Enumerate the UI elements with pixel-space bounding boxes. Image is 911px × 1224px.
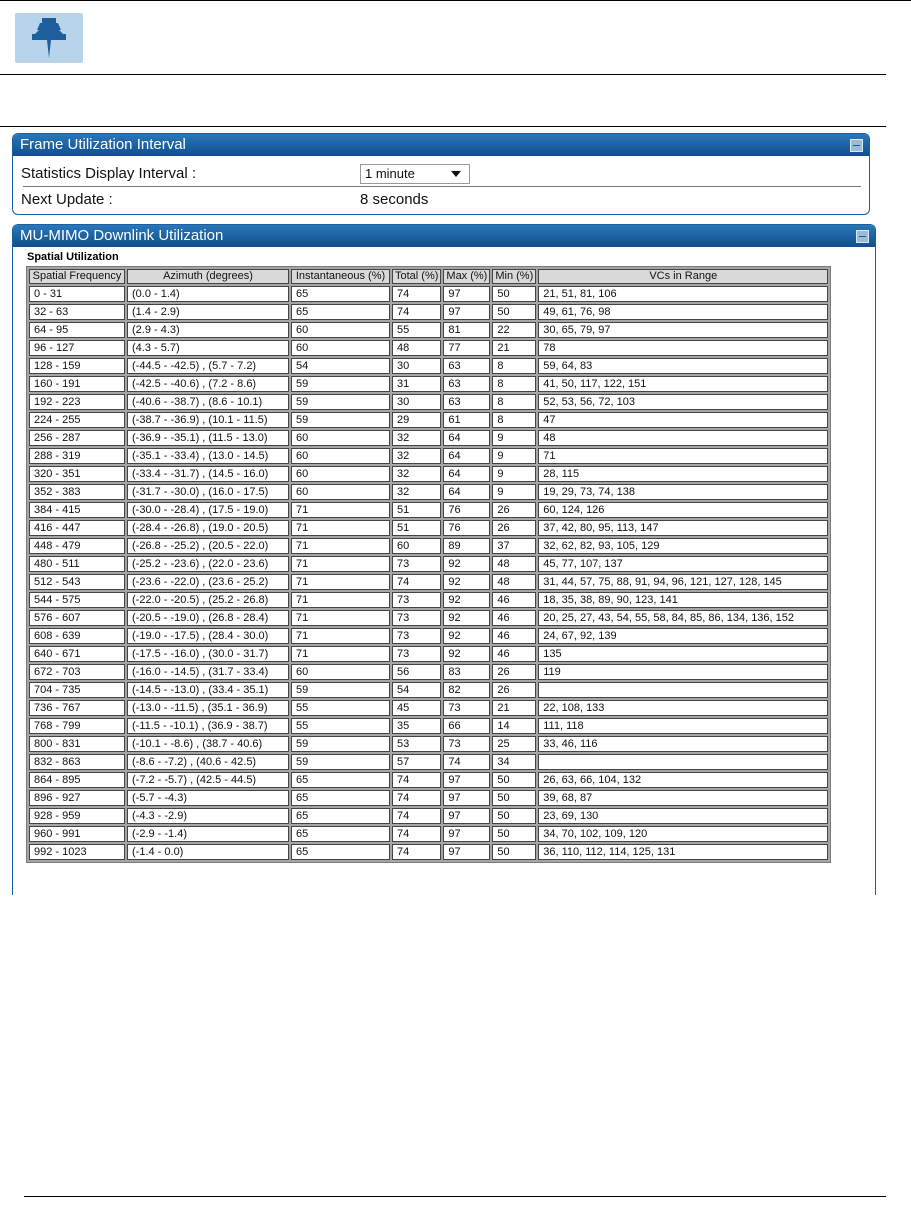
- min-cell: 9: [492, 466, 536, 482]
- azimuth-cell: (-4.3 - -2.9): [127, 808, 289, 824]
- instantaneous-cell: 59: [291, 682, 390, 698]
- azimuth-cell: (-44.5 - -42.5) , (5.7 - 7.2): [127, 358, 289, 374]
- azimuth-cell: (-7.2 - -5.7) , (42.5 - 44.5): [127, 772, 289, 788]
- spatial-frequency-cell: 128 - 159: [29, 358, 125, 374]
- table-row: [29, 556, 828, 572]
- chevron-down-icon: [451, 171, 461, 177]
- column-header: VCs in Range: [538, 269, 828, 284]
- column-header: Spatial Frequency: [29, 269, 125, 284]
- table-row: [29, 340, 828, 356]
- collapse-icon[interactable]: [856, 230, 869, 243]
- max-cell: 92: [443, 592, 490, 608]
- azimuth-cell: (2.9 - 4.3): [127, 322, 289, 338]
- vcs-in-range-cell: 21, 51, 81, 106: [538, 286, 828, 302]
- total-cell: 29: [392, 412, 441, 428]
- spatial-frequency-cell: 608 - 639: [29, 628, 125, 644]
- frame-utilization-panel: [12, 133, 870, 215]
- max-cell: 97: [443, 772, 490, 788]
- spatial-frequency-cell: 384 - 415: [29, 502, 125, 518]
- vcs-in-range-cell: 37, 42, 80, 95, 113, 147: [538, 520, 828, 536]
- spatial-frequency-cell: 352 - 383: [29, 484, 125, 500]
- azimuth-cell: (-16.0 - -14.5) , (31.7 - 33.4): [127, 664, 289, 680]
- mumimo-utilization-panel: [12, 224, 876, 895]
- spatial-frequency-cell: 32 - 63: [29, 304, 125, 320]
- azimuth-cell: (-25.2 - -23.6) , (22.0 - 23.6): [127, 556, 289, 572]
- min-cell: 26: [492, 502, 536, 518]
- instantaneous-cell: 60: [291, 466, 390, 482]
- pushpin-icon: [29, 16, 69, 60]
- instantaneous-cell: 54: [291, 358, 390, 374]
- vcs-in-range-cell: 31, 44, 57, 75, 88, 91, 94, 96, 121, 127, 128, 145: [538, 574, 828, 590]
- interval-row: [21, 162, 861, 185]
- total-cell: 73: [392, 628, 441, 644]
- min-cell: 48: [492, 556, 536, 572]
- spatial-frequency-cell: 160 - 191: [29, 376, 125, 392]
- vcs-in-range-cell: 28, 115: [538, 466, 828, 482]
- spatial-frequency-cell: 320 - 351: [29, 466, 125, 482]
- azimuth-cell: (-40.6 - -38.7) , (8.6 - 10.1): [127, 394, 289, 410]
- azimuth-cell: (-5.7 - -4.3): [127, 790, 289, 806]
- next-update-value: 8 seconds: [360, 191, 429, 208]
- total-cell: 73: [392, 646, 441, 662]
- min-cell: 50: [492, 844, 536, 860]
- instantaneous-cell: 59: [291, 376, 390, 392]
- min-cell: 8: [492, 358, 536, 374]
- max-cell: 82: [443, 682, 490, 698]
- azimuth-cell: (-35.1 - -33.4) , (13.0 - 14.5): [127, 448, 289, 464]
- max-cell: 92: [443, 610, 490, 626]
- spatial-frequency-cell: 448 - 479: [29, 538, 125, 554]
- total-cell: 35: [392, 718, 441, 734]
- instantaneous-cell: 65: [291, 286, 390, 302]
- max-cell: 64: [443, 466, 490, 482]
- min-cell: 46: [492, 646, 536, 662]
- azimuth-cell: (-23.6 - -22.0) , (23.6 - 25.2): [127, 574, 289, 590]
- min-cell: 50: [492, 790, 536, 806]
- spatial-frequency-cell: 800 - 831: [29, 736, 125, 752]
- instantaneous-cell: 60: [291, 340, 390, 356]
- max-cell: 92: [443, 646, 490, 662]
- total-cell: 74: [392, 826, 441, 842]
- total-cell: 55: [392, 322, 441, 338]
- instantaneous-cell: 55: [291, 700, 390, 716]
- min-cell: 50: [492, 826, 536, 842]
- azimuth-cell: (-14.5 - -13.0) , (33.4 - 35.1): [127, 682, 289, 698]
- azimuth-cell: (-11.5 - -10.1) , (36.9 - 38.7): [127, 718, 289, 734]
- table-row: [29, 682, 828, 698]
- table-row: [29, 322, 828, 338]
- spatial-frequency-cell: 288 - 319: [29, 448, 125, 464]
- min-cell: 26: [492, 682, 536, 698]
- max-cell: 92: [443, 628, 490, 644]
- min-cell: 9: [492, 430, 536, 446]
- instantaneous-cell: 60: [291, 484, 390, 500]
- instantaneous-cell: 60: [291, 430, 390, 446]
- azimuth-cell: (-42.5 - -40.6) , (7.2 - 8.6): [127, 376, 289, 392]
- interval-select[interactable]: [360, 164, 470, 184]
- instantaneous-cell: 59: [291, 754, 390, 770]
- table-row: [29, 718, 828, 734]
- min-cell: 48: [492, 574, 536, 590]
- total-cell: 73: [392, 556, 441, 572]
- spatial-frequency-cell: 832 - 863: [29, 754, 125, 770]
- vcs-in-range-cell: [538, 754, 828, 770]
- azimuth-cell: (-28.4 - -26.8) , (19.0 - 20.5): [127, 520, 289, 536]
- total-cell: 56: [392, 664, 441, 680]
- min-cell: 9: [492, 484, 536, 500]
- vcs-in-range-cell: 18, 35, 38, 89, 90, 123, 141: [538, 592, 828, 608]
- max-cell: 97: [443, 286, 490, 302]
- total-cell: 30: [392, 358, 441, 374]
- azimuth-cell: (-19.0 - -17.5) , (28.4 - 30.0): [127, 628, 289, 644]
- vcs-in-range-cell: 111, 118: [538, 718, 828, 734]
- instantaneous-cell: 59: [291, 412, 390, 428]
- max-cell: 73: [443, 736, 490, 752]
- spatial-utilization-table: [26, 266, 831, 863]
- azimuth-cell: (-38.7 - -36.9) , (10.1 - 11.5): [127, 412, 289, 428]
- spatial-frequency-cell: 256 - 287: [29, 430, 125, 446]
- max-cell: 73: [443, 700, 490, 716]
- total-cell: 74: [392, 772, 441, 788]
- min-cell: 46: [492, 592, 536, 608]
- table-row: [29, 808, 828, 824]
- azimuth-cell: (-36.9 - -35.1) , (11.5 - 13.0): [127, 430, 289, 446]
- vcs-in-range-cell: 24, 67, 92, 139: [538, 628, 828, 644]
- vcs-in-range-cell: 60, 124, 126: [538, 502, 828, 518]
- column-header: Min (%): [492, 269, 536, 284]
- vcs-in-range-cell: 36, 110, 112, 114, 125, 131: [538, 844, 828, 860]
- spatial-frequency-cell: 640 - 671: [29, 646, 125, 662]
- column-header: Max (%): [443, 269, 490, 284]
- total-cell: 51: [392, 520, 441, 536]
- total-cell: 74: [392, 286, 441, 302]
- vcs-in-range-cell: 135: [538, 646, 828, 662]
- max-cell: 97: [443, 304, 490, 320]
- max-cell: 77: [443, 340, 490, 356]
- max-cell: 63: [443, 376, 490, 392]
- spatial-frequency-cell: 896 - 927: [29, 790, 125, 806]
- max-cell: 64: [443, 448, 490, 464]
- table-row: [29, 700, 828, 716]
- instantaneous-cell: 59: [291, 736, 390, 752]
- instantaneous-cell: 65: [291, 304, 390, 320]
- column-header: Instantaneous (%): [291, 269, 390, 284]
- instantaneous-cell: 59: [291, 394, 390, 410]
- spatial-frequency-cell: 768 - 799: [29, 718, 125, 734]
- spatial-frequency-cell: 576 - 607: [29, 610, 125, 626]
- instantaneous-cell: 60: [291, 664, 390, 680]
- vcs-in-range-cell: 49, 61, 76, 98: [538, 304, 828, 320]
- table-row: [29, 610, 828, 626]
- instantaneous-cell: 60: [291, 448, 390, 464]
- spatial-frequency-cell: 192 - 223: [29, 394, 125, 410]
- instantaneous-cell: 71: [291, 520, 390, 536]
- min-cell: 8: [492, 394, 536, 410]
- spatial-frequency-cell: 96 - 127: [29, 340, 125, 356]
- instantaneous-cell: 65: [291, 826, 390, 842]
- total-cell: 57: [392, 754, 441, 770]
- instantaneous-cell: 71: [291, 502, 390, 518]
- table-header-row: [29, 269, 828, 284]
- total-cell: 53: [392, 736, 441, 752]
- table-row: [29, 664, 828, 680]
- vcs-in-range-cell: 119: [538, 664, 828, 680]
- note-icon: [15, 13, 83, 63]
- instantaneous-cell: 71: [291, 592, 390, 608]
- instantaneous-cell: 71: [291, 628, 390, 644]
- total-cell: 32: [392, 466, 441, 482]
- min-cell: 37: [492, 538, 536, 554]
- max-cell: 63: [443, 394, 490, 410]
- panel-rule: [0, 126, 886, 127]
- total-cell: 30: [392, 394, 441, 410]
- table-row: [29, 826, 828, 842]
- instantaneous-cell: 71: [291, 574, 390, 590]
- max-cell: 92: [443, 574, 490, 590]
- max-cell: 81: [443, 322, 490, 338]
- vcs-in-range-cell: 41, 50, 117, 122, 151: [538, 376, 828, 392]
- row-divider: [23, 186, 861, 187]
- spatial-frequency-cell: 672 - 703: [29, 664, 125, 680]
- instantaneous-cell: 65: [291, 808, 390, 824]
- total-cell: 74: [392, 790, 441, 806]
- spatial-frequency-cell: 928 - 959: [29, 808, 125, 824]
- azimuth-cell: (-22.0 - -20.5) , (25.2 - 26.8): [127, 592, 289, 608]
- min-cell: 46: [492, 610, 536, 626]
- instantaneous-cell: 65: [291, 844, 390, 860]
- max-cell: 76: [443, 520, 490, 536]
- total-cell: 74: [392, 304, 441, 320]
- azimuth-cell: (0.0 - 1.4): [127, 286, 289, 302]
- azimuth-cell: (-31.7 - -30.0) , (16.0 - 17.5): [127, 484, 289, 500]
- total-cell: 54: [392, 682, 441, 698]
- vcs-in-range-cell: 48: [538, 430, 828, 446]
- min-cell: 26: [492, 520, 536, 536]
- total-cell: 48: [392, 340, 441, 356]
- min-cell: 50: [492, 304, 536, 320]
- spatial-frequency-cell: 64 - 95: [29, 322, 125, 338]
- min-cell: 21: [492, 340, 536, 356]
- table-row: [29, 736, 828, 752]
- table-row: [29, 574, 828, 590]
- panel-header: [13, 225, 875, 247]
- spatial-frequency-cell: 736 - 767: [29, 700, 125, 716]
- table-row: [29, 790, 828, 806]
- total-cell: 31: [392, 376, 441, 392]
- table-row: [29, 628, 828, 644]
- vcs-in-range-cell: 22, 108, 133: [538, 700, 828, 716]
- total-cell: 32: [392, 448, 441, 464]
- max-cell: 92: [443, 556, 490, 572]
- table-row: [29, 358, 828, 374]
- instantaneous-cell: 71: [291, 646, 390, 662]
- instantaneous-cell: 55: [291, 718, 390, 734]
- min-cell: 46: [492, 628, 536, 644]
- vcs-in-range-cell: 30, 65, 79, 97: [538, 322, 828, 338]
- vcs-in-range-cell: 32, 62, 82, 93, 105, 129: [538, 538, 828, 554]
- panel-title: MU-MIMO Downlink Utilization: [20, 227, 224, 244]
- instantaneous-cell: 60: [291, 322, 390, 338]
- spatial-frequency-cell: 544 - 575: [29, 592, 125, 608]
- max-cell: 61: [443, 412, 490, 428]
- min-cell: 8: [492, 412, 536, 428]
- vcs-in-range-cell: 23, 69, 130: [538, 808, 828, 824]
- spatial-frequency-cell: 960 - 991: [29, 826, 125, 842]
- table-row: [29, 286, 828, 302]
- total-cell: 74: [392, 808, 441, 824]
- azimuth-cell: (-8.6 - -7.2) , (40.6 - 42.5): [127, 754, 289, 770]
- min-cell: 8: [492, 376, 536, 392]
- max-cell: 97: [443, 808, 490, 824]
- panel-title: Frame Utilization Interval: [20, 136, 186, 153]
- table-row: [29, 844, 828, 860]
- min-cell: 34: [492, 754, 536, 770]
- max-cell: 76: [443, 502, 490, 518]
- table-row: [29, 466, 828, 482]
- table-row: [29, 754, 828, 770]
- instantaneous-cell: 71: [291, 556, 390, 572]
- total-cell: 32: [392, 430, 441, 446]
- vcs-in-range-cell: 71: [538, 448, 828, 464]
- spatial-frequency-cell: 704 - 735: [29, 682, 125, 698]
- table-row: [29, 538, 828, 554]
- table-row: [29, 430, 828, 446]
- azimuth-cell: (-33.4 - -31.7) , (14.5 - 16.0): [127, 466, 289, 482]
- collapse-icon[interactable]: [850, 139, 863, 152]
- vcs-in-range-cell: 20, 25, 27, 43, 54, 55, 58, 84, 85, 86, 134, 136, 152: [538, 610, 828, 626]
- total-cell: 32: [392, 484, 441, 500]
- spatial-frequency-cell: 416 - 447: [29, 520, 125, 536]
- bottom-rule: [24, 1196, 886, 1197]
- min-cell: 9: [492, 448, 536, 464]
- panel-header: [13, 134, 869, 156]
- azimuth-cell: (-1.4 - 0.0): [127, 844, 289, 860]
- azimuth-cell: (-17.5 - -16.0) , (30.0 - 31.7): [127, 646, 289, 662]
- interval-label: Statistics Display Interval :: [21, 165, 197, 182]
- max-cell: 64: [443, 430, 490, 446]
- column-header: Total (%): [392, 269, 441, 284]
- top-rule: [0, 0, 911, 1]
- vcs-in-range-cell: [538, 682, 828, 698]
- spatial-frequency-cell: 864 - 895: [29, 772, 125, 788]
- total-cell: 74: [392, 844, 441, 860]
- interval-select-value: 1 minute: [365, 166, 415, 181]
- next-update-label: Next Update :: [21, 191, 113, 208]
- max-cell: 89: [443, 538, 490, 554]
- azimuth-cell: (-2.9 - -1.4): [127, 826, 289, 842]
- min-cell: 50: [492, 808, 536, 824]
- spatial-frequency-cell: 992 - 1023: [29, 844, 125, 860]
- max-cell: 83: [443, 664, 490, 680]
- vcs-in-range-cell: 47: [538, 412, 828, 428]
- min-cell: 22: [492, 322, 536, 338]
- spatial-frequency-cell: 224 - 255: [29, 412, 125, 428]
- max-cell: 64: [443, 484, 490, 500]
- azimuth-cell: (-30.0 - -28.4) , (17.5 - 19.0): [127, 502, 289, 518]
- table-row: [29, 412, 828, 428]
- max-cell: 97: [443, 844, 490, 860]
- table-row: [29, 772, 828, 788]
- min-cell: 25: [492, 736, 536, 752]
- spatial-frequency-cell: 512 - 543: [29, 574, 125, 590]
- table-row: [29, 376, 828, 392]
- azimuth-cell: (4.3 - 5.7): [127, 340, 289, 356]
- vcs-in-range-cell: 52, 53, 56, 72, 103: [538, 394, 828, 410]
- total-cell: 60: [392, 538, 441, 554]
- min-cell: 14: [492, 718, 536, 734]
- min-cell: 26: [492, 664, 536, 680]
- section-title: Spatial Utilization: [27, 251, 119, 263]
- min-cell: 50: [492, 772, 536, 788]
- azimuth-cell: (-20.5 - -19.0) , (26.8 - 28.4): [127, 610, 289, 626]
- total-cell: 73: [392, 592, 441, 608]
- instantaneous-cell: 71: [291, 538, 390, 554]
- max-cell: 97: [443, 790, 490, 806]
- max-cell: 97: [443, 826, 490, 842]
- azimuth-cell: (1.4 - 2.9): [127, 304, 289, 320]
- instantaneous-cell: 71: [291, 610, 390, 626]
- vcs-in-range-cell: 33, 46, 116: [538, 736, 828, 752]
- max-cell: 74: [443, 754, 490, 770]
- total-cell: 45: [392, 700, 441, 716]
- max-cell: 66: [443, 718, 490, 734]
- table-body: [29, 286, 828, 860]
- table-row: [29, 304, 828, 320]
- min-cell: 50: [492, 286, 536, 302]
- total-cell: 73: [392, 610, 441, 626]
- instantaneous-cell: 65: [291, 772, 390, 788]
- vcs-in-range-cell: 19, 29, 73, 74, 138: [538, 484, 828, 500]
- instantaneous-cell: 65: [291, 790, 390, 806]
- spatial-frequency-cell: 480 - 511: [29, 556, 125, 572]
- vcs-in-range-cell: 39, 68, 87: [538, 790, 828, 806]
- max-cell: 63: [443, 358, 490, 374]
- note-rule: [0, 74, 886, 75]
- vcs-in-range-cell: 26, 63, 66, 104, 132: [538, 772, 828, 788]
- total-cell: 51: [392, 502, 441, 518]
- vcs-in-range-cell: 78: [538, 340, 828, 356]
- azimuth-cell: (-26.8 - -25.2) , (20.5 - 22.0): [127, 538, 289, 554]
- total-cell: 74: [392, 574, 441, 590]
- table-row: [29, 484, 828, 500]
- table-row: [29, 394, 828, 410]
- vcs-in-range-cell: 34, 70, 102, 109, 120: [538, 826, 828, 842]
- table-row: [29, 646, 828, 662]
- spatial-frequency-cell: 0 - 31: [29, 286, 125, 302]
- table-row: [29, 502, 828, 518]
- table-row: [29, 448, 828, 464]
- min-cell: 21: [492, 700, 536, 716]
- azimuth-cell: (-10.1 - -8.6) , (38.7 - 40.6): [127, 736, 289, 752]
- azimuth-cell: (-13.0 - -11.5) , (35.1 - 36.9): [127, 700, 289, 716]
- table-row: [29, 592, 828, 608]
- vcs-in-range-cell: 59, 64, 83: [538, 358, 828, 374]
- next-update-row: [21, 188, 861, 211]
- vcs-in-range-cell: 45, 77, 107, 137: [538, 556, 828, 572]
- column-header: Azimuth (degrees): [127, 269, 289, 284]
- table-row: [29, 520, 828, 536]
